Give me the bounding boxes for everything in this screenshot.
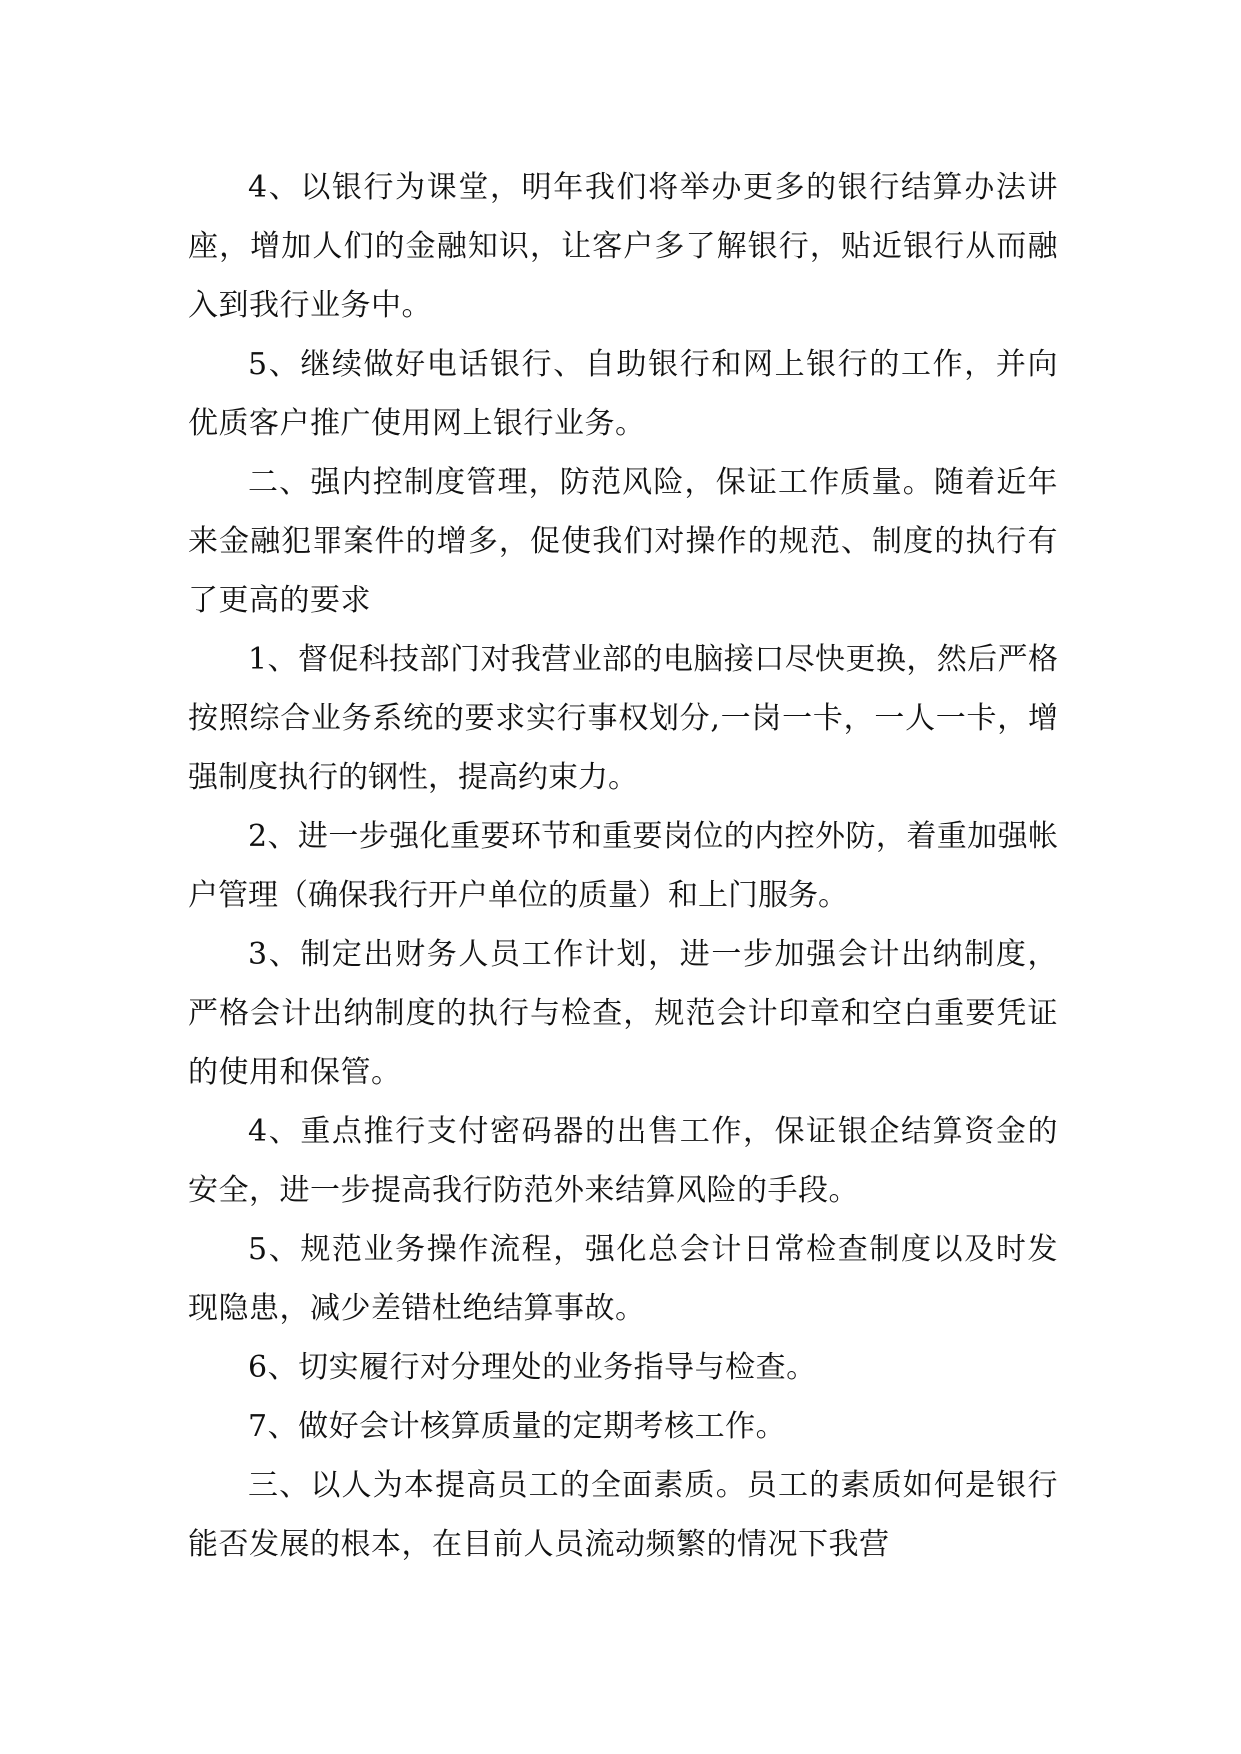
paragraph-item-4-payment-password: 4、重点推行支付密码器的出售工作，保证银企结算资金的安全，进一步提高我行防范外来结算风险的手段。 [188, 1114, 1058, 1208]
paragraph-section-3-staff-quality: 三、以人为本提高员工的全面素质。员工的素质如何是银行能否发展的根本，在目前人员流动频繁的情况下我营 [188, 1468, 1058, 1562]
paragraph-item-5-ebanking: 5、继续做好电话银行、自助银行和网上银行的工作，并向优质客户推广使用网上银行业务。 [188, 347, 1058, 441]
paragraph-section-2-internal-control: 二、强内控制度管理，防范风险，保证工作质量。随着近年来金融犯罪案件的增多，促使我们对操作的规范、制度的执行有了更高的要求 [188, 465, 1058, 618]
paragraph-item-2-key-positions: 2、进一步强化重要环节和重要岗位的内控外防，着重加强帐户管理（确保我行开户单位的质量）和上门服务。 [188, 819, 1058, 913]
paragraph-item-3-finance-staff: 3、制定出财务人员工作计划，进一步加强会计出纳制度，严格会计出纳制度的执行与检查，规范会计印章和空白重要凭证的使用和保管。 [188, 937, 1058, 1090]
paragraph-item-5-operation-process: 5、规范业务操作流程，强化总会计日常检查制度以及时发现隐患，减少差错杜绝结算事故。 [188, 1232, 1058, 1326]
document-body [188, 158, 1058, 1574]
paragraph-item-7-accounting-assessment: 7、做好会计核算质量的定期考核工作。 [248, 1409, 787, 1444]
paragraph-item-1-tech-department: 1、督促科技部门对我营业部的电脑接口尽快更换，然后严格按照综合业务系统的要求实行事权划分,一岗一卡，一人一卡，增强制度执行的钢性，提高约束力。 [188, 642, 1058, 795]
paragraph-item-4-lecture: 4、以银行为课堂，明年我们将举办更多的银行结算办法讲座，增加人们的金融知识，让客户多了解银行，贴近银行从而融入到我行业务中。 [188, 170, 1058, 323]
paragraph-item-6-branch-guidance: 6、切实履行对分理处的业务指导与检查。 [248, 1350, 817, 1385]
